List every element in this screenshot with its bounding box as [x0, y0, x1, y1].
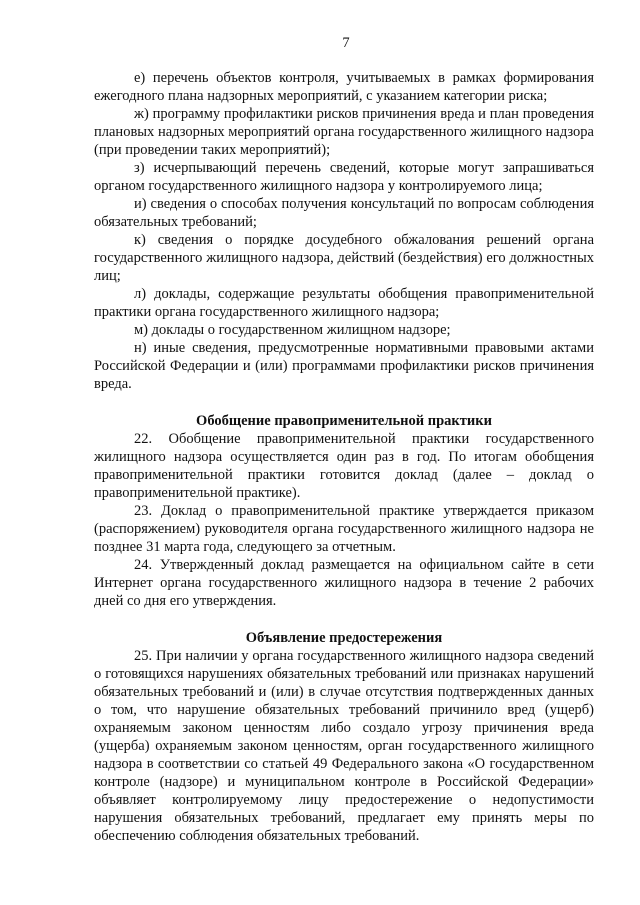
list-item: к) сведения о порядке досудебного обжалования решений органа государственного жилищного надзора, действий (бездействия) его должностных лиц;	[94, 232, 594, 284]
list-block	[94, 69, 594, 393]
paragraph: 22. Обобщение правоприменительной практики государственного жилищного надзора осуществляется один раз в год. По итогам обобщения правоприменительной практики готовится доклад (далее – доклад о правоприменительной практике).	[94, 431, 594, 501]
list-item: ж) программу профилактики рисков причинения вреда и план проведения плановых надзорных мероприятий органа государственного жилищного надзора (при проведении таких мероприятий);	[94, 106, 594, 158]
list-item: е) перечень объектов контроля, учитываемых в рамках формирования ежегодного плана надзорных мероприятий, с указанием категории риска;	[94, 70, 594, 104]
list-item: н) иные сведения, предусмотренные нормативными правовыми актами Российской Федерации и (или) программами профилактики рисков причинения вреда.	[94, 340, 594, 392]
list-item: л) доклады, содержащие результаты обобщения правоприменительной практики органа государственного жилищного надзора;	[94, 286, 594, 320]
section-body	[94, 647, 594, 845]
section-heading: Обобщение правоприменительной практики	[196, 413, 492, 429]
page-number: 7	[342, 35, 350, 51]
paragraph: 25. При наличии у органа государственного жилищного надзора сведений о готовящихся нарушениях обязательных требований или признаках нарушений обязательных требований и (или) в случае отсутствия подтвержденных данных о том, что нарушение обязательных требований причинило вред (ущерб) охраняемым законом ценностям либо создало угрозу причинения вреда (ущерба) охраняемым законом ценностям, орган государственного жилищного надзора в соответствии со статьей 49 Федерального закона «О государственном контроле (надзоре) и муниципальном контроле в Российской Федерации» объявляет контролируемому лицу предостережение о недопустимости нарушения обязательных требований, предлагает ему принять меры по обеспечению соблюдения обязательных требований.	[94, 648, 594, 844]
section-body	[94, 430, 594, 610]
list-item: м) доклады о государственном жилищном надзоре;	[134, 322, 451, 338]
section-heading: Объявление предостережения	[245, 630, 443, 646]
paragraph: 23. Доклад о правоприменительной практике утверждается приказом (распоряжением) руководителя органа государственного жилищного надзора не позднее 31 марта года, следующего за отчетным.	[94, 503, 594, 555]
list-item: и) сведения о способах получения консультаций по вопросам соблюдения обязательных требований;	[94, 196, 594, 230]
paragraph: 24. Утвержденный доклад размещается на официальном сайте в сети Интернет органа государственного жилищного надзора в течение 2 рабочих дней со дня его утверждения.	[94, 557, 594, 609]
list-item: з) исчерпывающий перечень сведений, которые могут запрашиваться органом государственного жилищного надзора у контролируемого лица;	[94, 160, 594, 194]
